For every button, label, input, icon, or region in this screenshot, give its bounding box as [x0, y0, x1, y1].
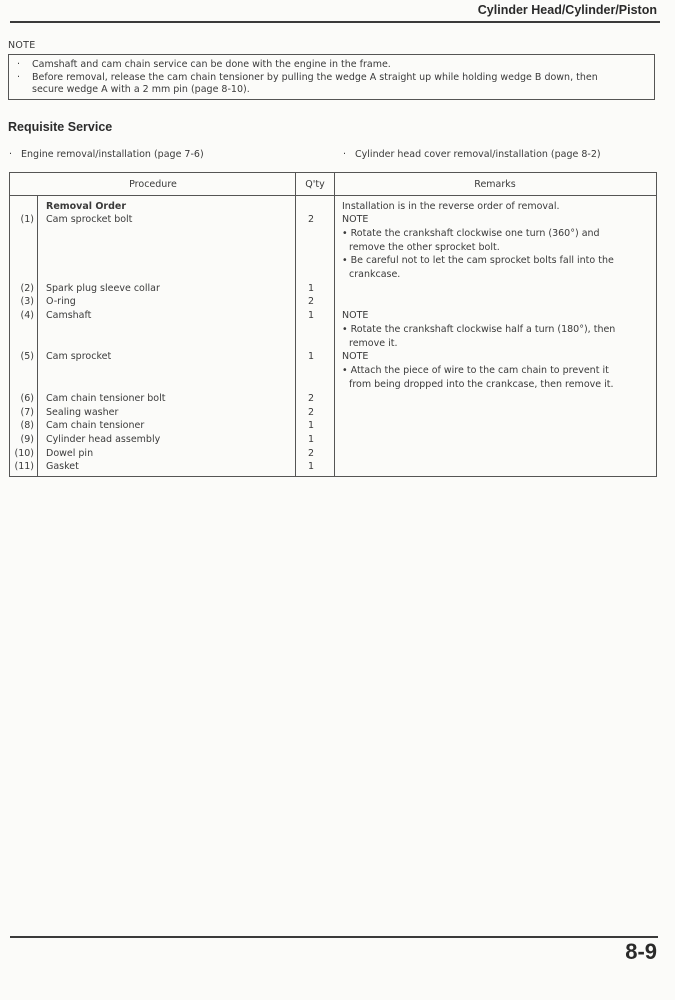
header-rule	[10, 21, 660, 23]
column-divider	[37, 195, 38, 476]
note-bullet	[17, 72, 648, 85]
header-procedure: Procedure	[129, 179, 177, 190]
bullet-symbol: ·	[17, 59, 21, 70]
part-name: Cam sprocket bolt	[46, 214, 133, 225]
row-number: (4)	[20, 310, 34, 321]
row-number: (6)	[20, 393, 34, 404]
part-qty: 2	[307, 393, 315, 404]
row-number: (5)	[20, 351, 34, 362]
part-qty: 1	[307, 283, 315, 294]
removal-order-heading: Removal Order	[46, 201, 127, 212]
remark-text: remove the other sprocket bolt.	[349, 242, 500, 253]
section-title: Requisite Service	[8, 120, 113, 134]
remark-note-label: NOTE	[342, 310, 369, 321]
remark-text: crankcase.	[349, 269, 401, 280]
row-number: (7)	[20, 407, 34, 418]
row-number: (2)	[20, 283, 34, 294]
part-qty: 1	[307, 351, 315, 362]
part-name: Cam sprocket	[46, 351, 112, 362]
remark-text: • Rotate the crankshaft clockwise one turn (360°) and	[342, 228, 600, 239]
bullet-symbol: ·	[343, 149, 347, 160]
remark-text: from being dropped into the crankcase, then remove it.	[349, 379, 614, 390]
note-bullet	[17, 59, 648, 72]
part-qty: 1	[307, 420, 315, 431]
note-bullet-continuation	[17, 84, 648, 97]
part-name: Spark plug sleeve collar	[46, 283, 160, 294]
note-text: Before removal, release the cam chain tensioner by pulling the wedge A straight up while holding wedge B down, then	[32, 71, 598, 83]
part-name: Sealing washer	[46, 407, 119, 418]
row-number: (11)	[14, 461, 34, 472]
remark-text: • Rotate the crankshaft clockwise half a turn (180°), then	[342, 324, 616, 335]
bullet-symbol: ·	[17, 71, 21, 83]
part-name: O-ring	[46, 296, 76, 307]
part-qty: 1	[307, 310, 315, 321]
part-name: Cam chain tensioner	[46, 420, 145, 431]
part-name: Cam chain tensioner bolt	[46, 393, 166, 404]
row-number: (1)	[20, 214, 34, 225]
part-qty: 2	[307, 407, 315, 418]
note-text: Camshaft and cam chain service can be done with the engine in the frame.	[32, 59, 391, 70]
remark-text: Installation is in the reverse order of removal.	[342, 201, 560, 212]
part-name: Cylinder head assembly	[46, 434, 161, 445]
remark-note-label: NOTE	[342, 351, 369, 362]
bullet-symbol: ·	[9, 149, 13, 160]
part-qty: 2	[307, 448, 315, 459]
part-name: Camshaft	[46, 310, 92, 321]
requisite-item	[343, 149, 601, 160]
note-label: NOTE	[8, 40, 36, 51]
row-number: (9)	[20, 434, 34, 445]
part-qty: 1	[307, 434, 315, 445]
part-qty: 2	[307, 214, 315, 225]
page-header-title: Cylinder Head/Cylinder/Piston	[477, 3, 657, 17]
requisite-item-text: Engine removal/installation (page 7-6)	[21, 149, 204, 160]
procedure-table	[9, 172, 657, 477]
page-number: 8-9	[625, 939, 657, 964]
part-name: Dowel pin	[46, 448, 94, 459]
bullet-indent	[17, 84, 32, 97]
row-number: (10)	[14, 448, 34, 459]
row-number: (8)	[20, 420, 34, 431]
part-qty: 1	[307, 461, 315, 472]
requisite-item	[9, 149, 204, 160]
part-qty: 2	[307, 296, 315, 307]
header-remarks: Remarks	[474, 179, 516, 190]
table-header-row	[10, 173, 656, 196]
remark-note-label: NOTE	[342, 214, 369, 225]
requisite-item-text: Cylinder head cover removal/installation (page 8-2)	[355, 149, 601, 160]
header-qty: Q'ty	[305, 179, 325, 190]
row-number: (3)	[20, 296, 34, 307]
note-box	[8, 54, 655, 100]
remark-text: remove it.	[349, 338, 398, 349]
footer-rule	[10, 936, 658, 938]
remark-text: • Be careful not to let the cam sprocket bolts fall into the	[342, 255, 614, 266]
remark-text: • Attach the piece of wire to the cam chain to prevent it	[342, 365, 609, 376]
note-text: secure wedge A with a 2 mm pin (page 8-10).	[32, 84, 250, 96]
part-name: Gasket	[46, 461, 79, 472]
